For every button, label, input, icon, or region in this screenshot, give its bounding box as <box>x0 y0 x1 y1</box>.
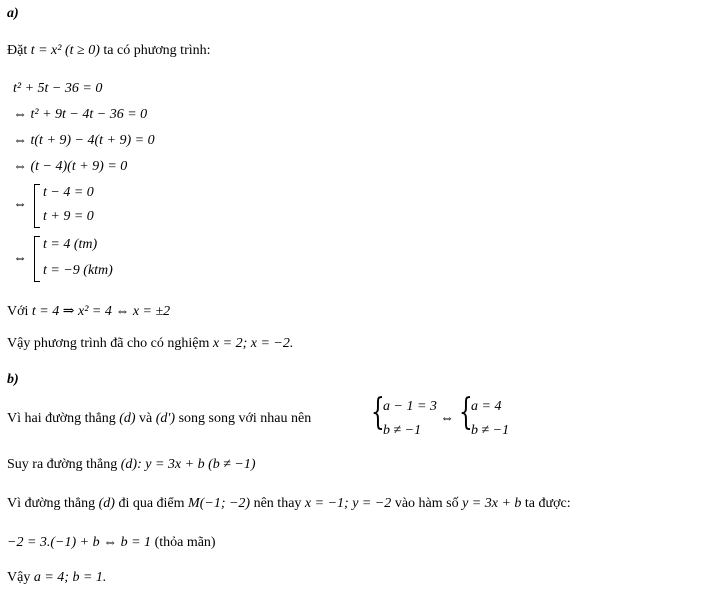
case2-line2: t = −9 (ktm) <box>43 263 113 278</box>
point-substitution <box>7 497 571 511</box>
intro-end: ta có phương trình: <box>103 43 211 58</box>
final-answer <box>7 571 106 585</box>
part-a-label: a) <box>7 6 19 21</box>
case2-bracket <box>34 236 40 282</box>
point-func: y = 3x + b <box>462 496 522 511</box>
parallel-line <box>7 412 311 426</box>
case1-arrow: ⇔ <box>13 197 27 212</box>
point-text-1: Vì đường thẳng <box>7 496 96 511</box>
conclusion-math: x = 2; x = −2. <box>212 336 294 351</box>
solve-b-math: −2 = 3.(−1) + b ⇔ b = 1 <box>7 535 152 550</box>
step-3: ⇔ t(t + 9) − 4(t + 9) = 0 <box>13 133 155 148</box>
case2-line1: t = 4 (tm) <box>43 237 98 252</box>
parallel-text: Vì hai đường thẳng <box>7 411 116 426</box>
point-d: (d) <box>98 496 115 511</box>
step-1: t² + 5t − 36 = 0 <box>13 81 103 96</box>
parallel-rest: song song với nhau nên <box>178 411 312 426</box>
system2-line1: a = 4 <box>471 399 502 414</box>
point-text-5: ta được: <box>524 496 571 511</box>
system2-brace: { <box>459 392 473 433</box>
point-sub: x = −1; y = −2 <box>304 496 392 511</box>
with-math: t = 4 ⇒ x² = 4 ⇔ x = ±2 <box>31 304 171 319</box>
line-equation-math: (d): y = 3x + b (b ≠ −1) <box>120 457 256 472</box>
intro-text: Đặt <box>7 43 28 58</box>
intro-substitution: t = x² (t ≥ 0) <box>30 43 100 58</box>
line-equation <box>7 458 256 472</box>
conclusion-text: Vậy phương trình đã cho có nghiệm <box>7 336 210 351</box>
case1-line2: t + 9 = 0 <box>43 209 94 224</box>
point-text-4: vào hàm số <box>394 496 459 511</box>
case1-line1: t − 4 = 0 <box>43 185 94 200</box>
line-equation-text: Suy ra đường thẳng <box>7 457 118 472</box>
with-text: Với <box>7 304 29 319</box>
point-text-3: nên thay <box>253 496 302 511</box>
final-text: Vậy <box>7 570 31 585</box>
part-b-label: b) <box>7 372 19 387</box>
system-arrow: ⇔ <box>440 411 454 426</box>
line-d-prime: (d') <box>155 411 176 426</box>
point-m: M(−1; −2) <box>188 496 251 511</box>
system1-line1: a − 1 = 3 <box>383 399 437 414</box>
case1-bracket <box>34 184 40 228</box>
conclusion-a <box>7 337 293 351</box>
with-line <box>7 305 170 319</box>
final-math: a = 4; b = 1. <box>33 570 107 585</box>
line-d: (d) <box>119 411 136 426</box>
step-2: ⇔ t² + 9t − 4t − 36 = 0 <box>13 107 148 122</box>
solve-b-note: (thỏa mãn) <box>154 535 216 550</box>
system1-brace: { <box>371 392 385 433</box>
and-text: và <box>139 411 153 426</box>
solve-b <box>7 536 216 550</box>
step-4: ⇔ (t − 4)(t + 9) = 0 <box>13 159 128 174</box>
part-a-intro <box>7 44 211 58</box>
system1-line2: b ≠ −1 <box>383 423 422 438</box>
system2-line2: b ≠ −1 <box>471 423 510 438</box>
case2-arrow: ⇔ <box>13 251 27 266</box>
point-text-2: đi qua điểm <box>118 496 185 511</box>
